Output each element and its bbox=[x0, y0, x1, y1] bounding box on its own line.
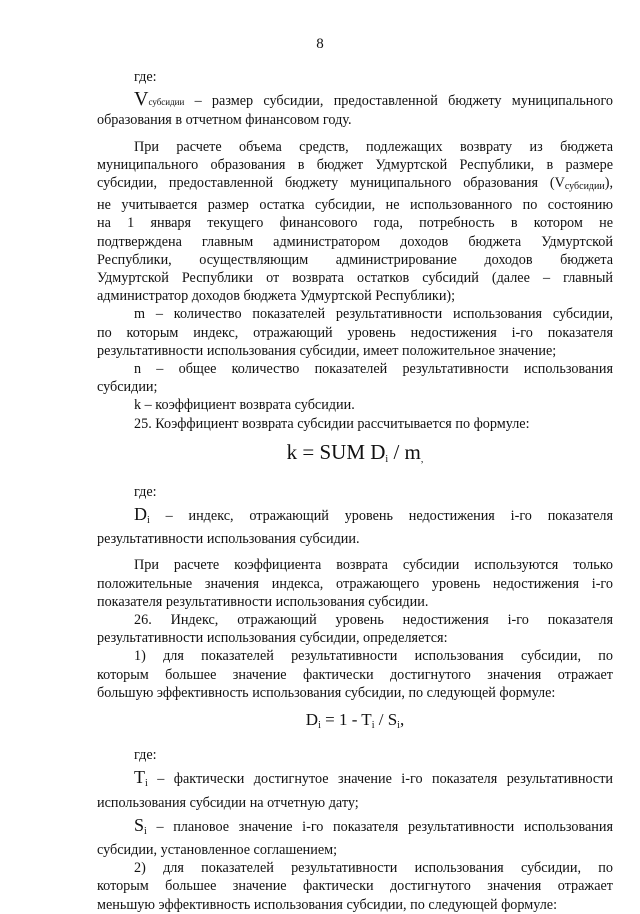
definition-k: k – коэффициент возврата субсидии. bbox=[134, 397, 355, 414]
clause-1: 1) для показателей результативности использования субсидии, по которым большее значение фактически достигнутого значения отражает большую эффективность использования субсидии, по следующей формуле: bbox=[97, 648, 613, 701]
document-body bbox=[97, 64, 613, 914]
section-25: 25. Коэффициент возврата субсидии рассчитывается по формуле: bbox=[134, 415, 530, 432]
v-subscript: субсидии bbox=[148, 97, 185, 108]
clause-2: 2) для показателей результативности использования субсидии, по которым большее значение фактически достигнутого значения отражает меньшую эффективность использования субсидии, по следующей формуле: bbox=[97, 860, 613, 913]
paragraph-positive-values: При расчете коэффициента возврата субсидии используются только положительные значения индекса, отражающего уровень недостижения i-го показателя результативности использования субсидии. bbox=[97, 557, 613, 610]
where-label: где: bbox=[134, 69, 157, 85]
page-number: 8 bbox=[316, 36, 324, 52]
definition-v-subsidy: Vсубсидии – размер субсидии, предоставленной бюджету муниципального образования в отчетном финансовом году. bbox=[97, 88, 613, 129]
definition-n: n – общее количество показателей результативности использования субсидии; bbox=[97, 361, 613, 396]
where-label: где: bbox=[134, 483, 157, 500]
definition-s-i: $S_i$ – плановое значение i-го показателя результативности использования субсидии, установленное соглашением; bbox=[97, 814, 613, 858]
definition-m: m – количество показателей результативности использования субсидии, по которым индекс, отражающий уровень недостижения i-го показателя результативности использования субсидии, имеет положительное значение; bbox=[97, 306, 613, 359]
definition-t-i: $T_i$ – фактически достигнутое значение i-го показателя результативности использования субсидии на отчетную дату; bbox=[97, 767, 613, 811]
definition-d-i: $D_i$ – индекс, отражающий уровень недостижения i-го показателя результативности использования субсидии. bbox=[97, 504, 613, 548]
formula-d-i: Di = 1 - Ti / Si, bbox=[305, 710, 405, 732]
formula-k: k = SUM Di / m, bbox=[286, 439, 424, 465]
section-26: 26. Индекс, отражающий уровень недостижения i-го показателя результативности использования субсидии, определяется: bbox=[97, 612, 613, 647]
v-symbol: V bbox=[134, 88, 149, 111]
where-label: где: bbox=[134, 747, 157, 764]
paragraph-calculation: При расчете объема средств, подлежащих возврату из бюджета муниципального образования в бюджет Удмуртской Республики, в размере субсидии, предоставленной бюджету муниципального образования (Vсубсидии), не учитывается размер остатка субсидии, не использованного по состоянию на 1 января текущего финансового года, потребность в котором не подтверждена главным администратором доходов бюджета Удмуртской Республики, осуществляющим администрирование доходов бюджета Удмуртской Республики от возврата остатков субсидий (далее – главный администратор доходов бюджета Удмуртской Республики); bbox=[97, 138, 613, 305]
